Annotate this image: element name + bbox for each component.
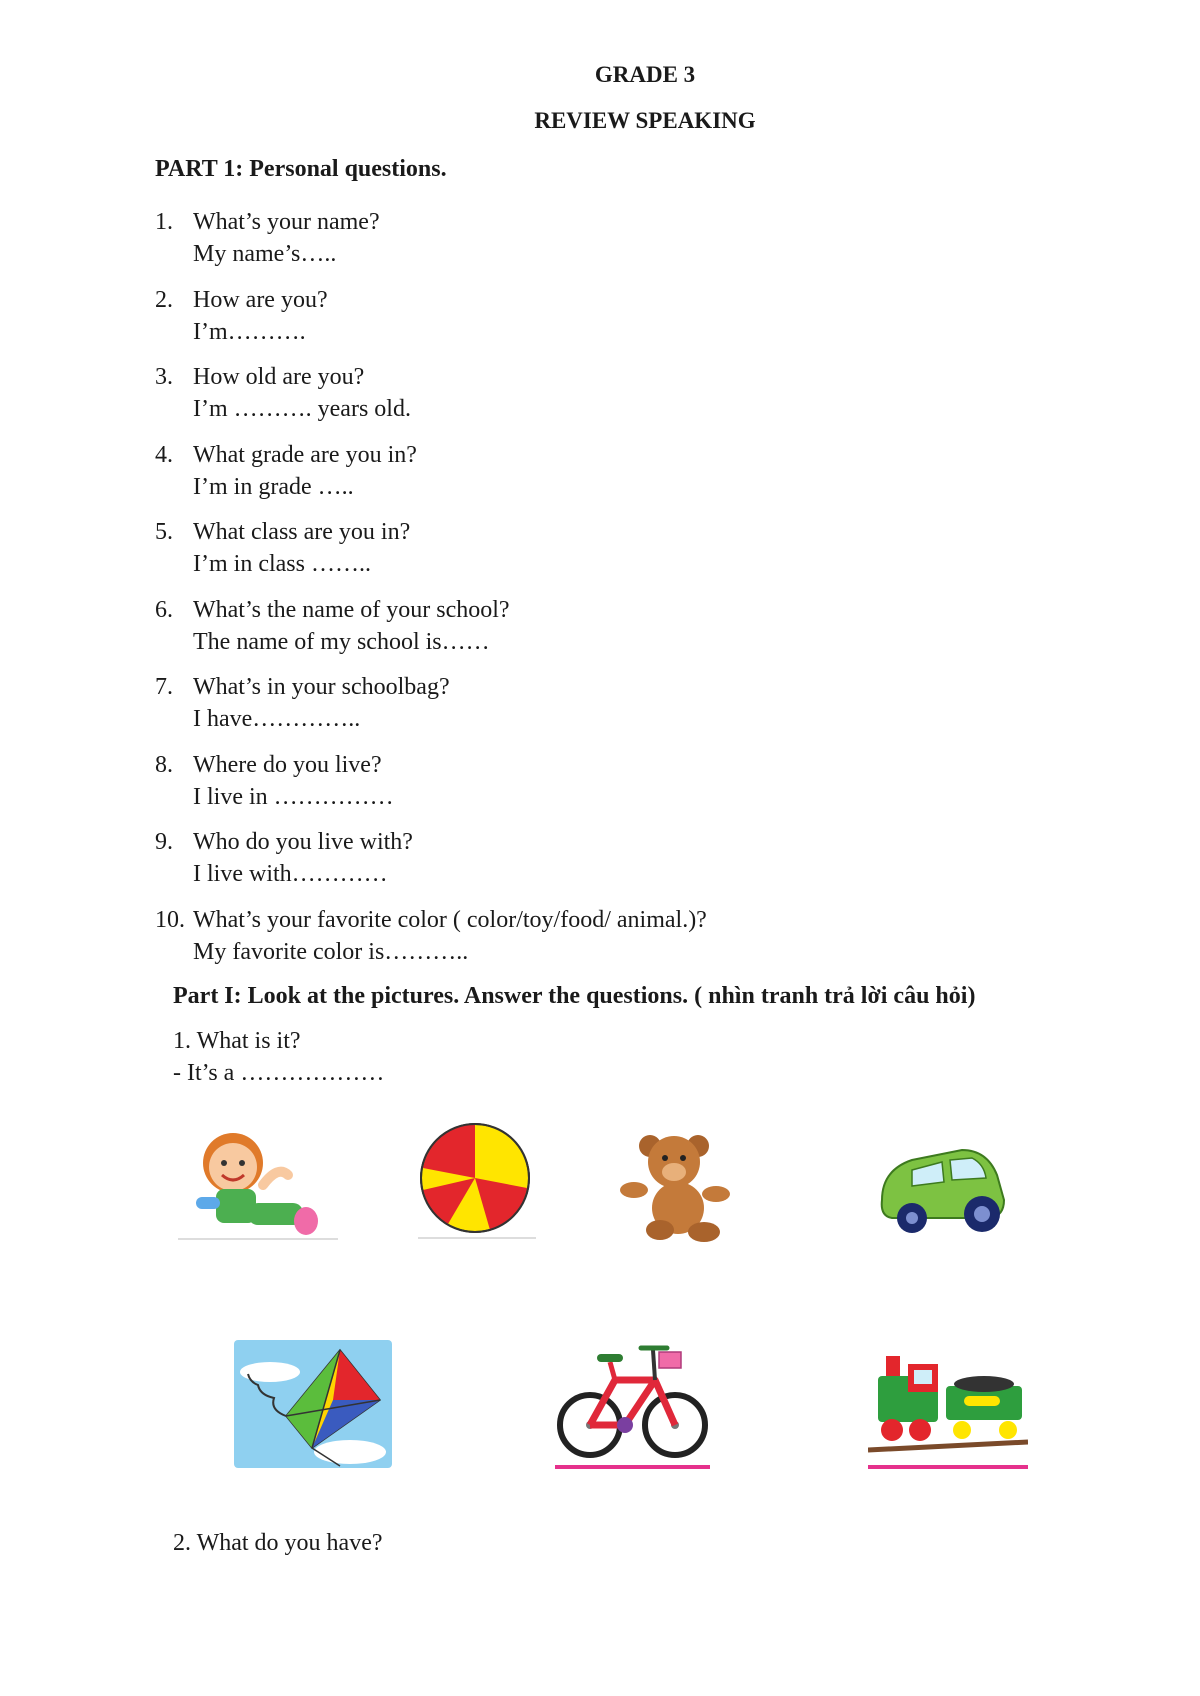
question-text: Who do you live with? — [193, 829, 413, 855]
review-speaking-heading: REVIEW SPEAKING — [534, 108, 756, 133]
grade-heading: GRADE 3 — [594, 62, 696, 87]
part1-title: PART 1: Personal questions. — [155, 156, 447, 182]
question-text: What’s in your schoolbag? — [193, 674, 450, 700]
answer-prompt: My favorite color is……….. — [193, 938, 469, 965]
question-number: 9. — [155, 829, 173, 855]
question-number: 2. — [155, 286, 173, 313]
part2-title: Part I: Look at the pictures. Answer the questions. ( nhìn tranh trả lời câu hỏi) — [173, 983, 976, 1009]
question-text: What’s your favorite color ( color/toy/food/ animal.)? — [193, 906, 707, 933]
question-text: How are you? — [193, 286, 328, 313]
kite-picture — [230, 1340, 395, 1470]
question-number: 6. — [155, 596, 173, 623]
teddy-bear-picture — [620, 1128, 750, 1243]
question-text: What grade are you in? — [193, 441, 417, 468]
question-number: 8. — [155, 751, 173, 778]
question-text: How old are you? — [193, 364, 365, 390]
ball-picture — [418, 1120, 536, 1242]
answer-prompt: The name of my school is…… — [193, 628, 490, 655]
question-number: 10. — [155, 906, 185, 933]
doll-picture — [178, 1125, 338, 1243]
question-number: 3. — [155, 364, 173, 390]
question-number: 1. — [155, 209, 173, 235]
car-picture — [872, 1130, 1012, 1240]
question-text: What class are you in? — [193, 519, 411, 545]
question-text: What’s your name? — [193, 209, 380, 235]
answer-prompt: I live in …………… — [193, 783, 394, 810]
train-picture — [868, 1350, 1028, 1470]
answer-prompt: My name’s….. — [193, 241, 337, 267]
question-number: 7. — [155, 674, 173, 700]
picture-question-2: 2. What do you have? — [173, 1530, 383, 1556]
answer-prompt: I’m………. — [193, 318, 306, 345]
bicycle-picture — [555, 1330, 710, 1470]
question-text: What’s the name of your school? — [193, 596, 510, 623]
question-number: 5. — [155, 519, 173, 545]
question-number: 4. — [155, 441, 173, 468]
picture-answer-1: - It’s a ……………… — [173, 1060, 385, 1086]
answer-prompt: I’m in grade ….. — [193, 473, 354, 500]
question-text: Where do you live? — [193, 751, 382, 778]
answer-prompt: I have………….. — [193, 706, 361, 732]
picture-question-1: 1. What is it? — [173, 1028, 301, 1054]
answer-prompt: I’m in class …….. — [193, 551, 371, 577]
answer-prompt: I live with………… — [193, 861, 388, 887]
answer-prompt: I’m ………. years old. — [193, 396, 411, 422]
